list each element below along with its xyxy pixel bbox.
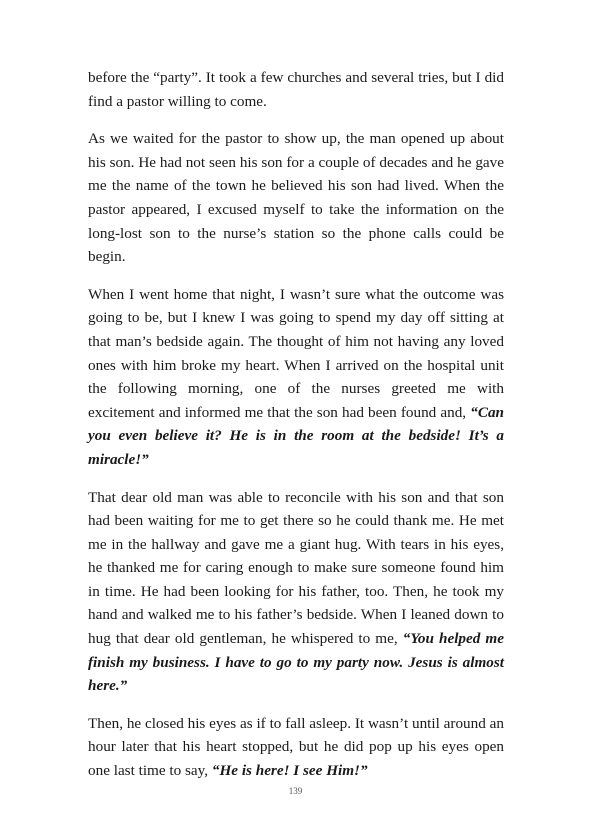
paragraph-2 — [88, 127, 504, 269]
paragraph-3 — [88, 283, 504, 472]
paragraph-text: When I went home that night, I wasn’t sure what the outcome was going to be, but I knew I was going to spend my day off sitting at that man’s bedside again. The thought of him not having any loved ones with him broke my heart. When I arrived on the hospital unit the following morning, one of the nurses greeted me with excitement and informed me that the son had been found and, — [88, 285, 504, 421]
quoted-speech: “You helped me finish my business. I have to go to my party now. Jesus is almost here.” — [88, 630, 504, 695]
paragraph-text: Then, he closed his eyes as if to fall asleep. It wasn’t until around an hour later that his heart stopped, but he did pop up his eyes open one last time to say, — [88, 714, 504, 780]
page-body — [88, 66, 504, 797]
paragraph-4 — [88, 486, 504, 698]
paragraph-5 — [88, 712, 504, 783]
paragraph-text: As we waited for the pastor to show up, the man opened up about his son. He had not seen his son for a couple of decades and he gave me the name of the town he believed his son had lived. When the pastor appeared, I excused myself to take the information on the long-lost son to the nurse’s station so the phone calls could be begin. — [88, 130, 504, 266]
quoted-speech: “He is here! I see Him!” — [211, 762, 368, 780]
paragraph-text: That dear old man was able to reconcile with his son and that son had been waiting for me to get there so he could thank me. He met me in the hallway and gave me a giant hug. With tears in his eyes, he thanked me for caring enough to make sure someone found him in time. He had been looking for his father, too. Then, he took my hand and walked me to his father’s bedside. When I leaned down to hug that dear old gentleman, he whispered to me, — [88, 488, 504, 648]
paragraph-1 — [88, 66, 504, 113]
quoted-speech: “Can you even believe it? He is in the room at the bedside! It’s a miracle!” — [88, 403, 504, 468]
paragraph-text: before the “party”. It took a few churches and several tries, but I did find a pastor willing to come. — [88, 69, 504, 110]
page-number: 139 — [288, 786, 303, 796]
